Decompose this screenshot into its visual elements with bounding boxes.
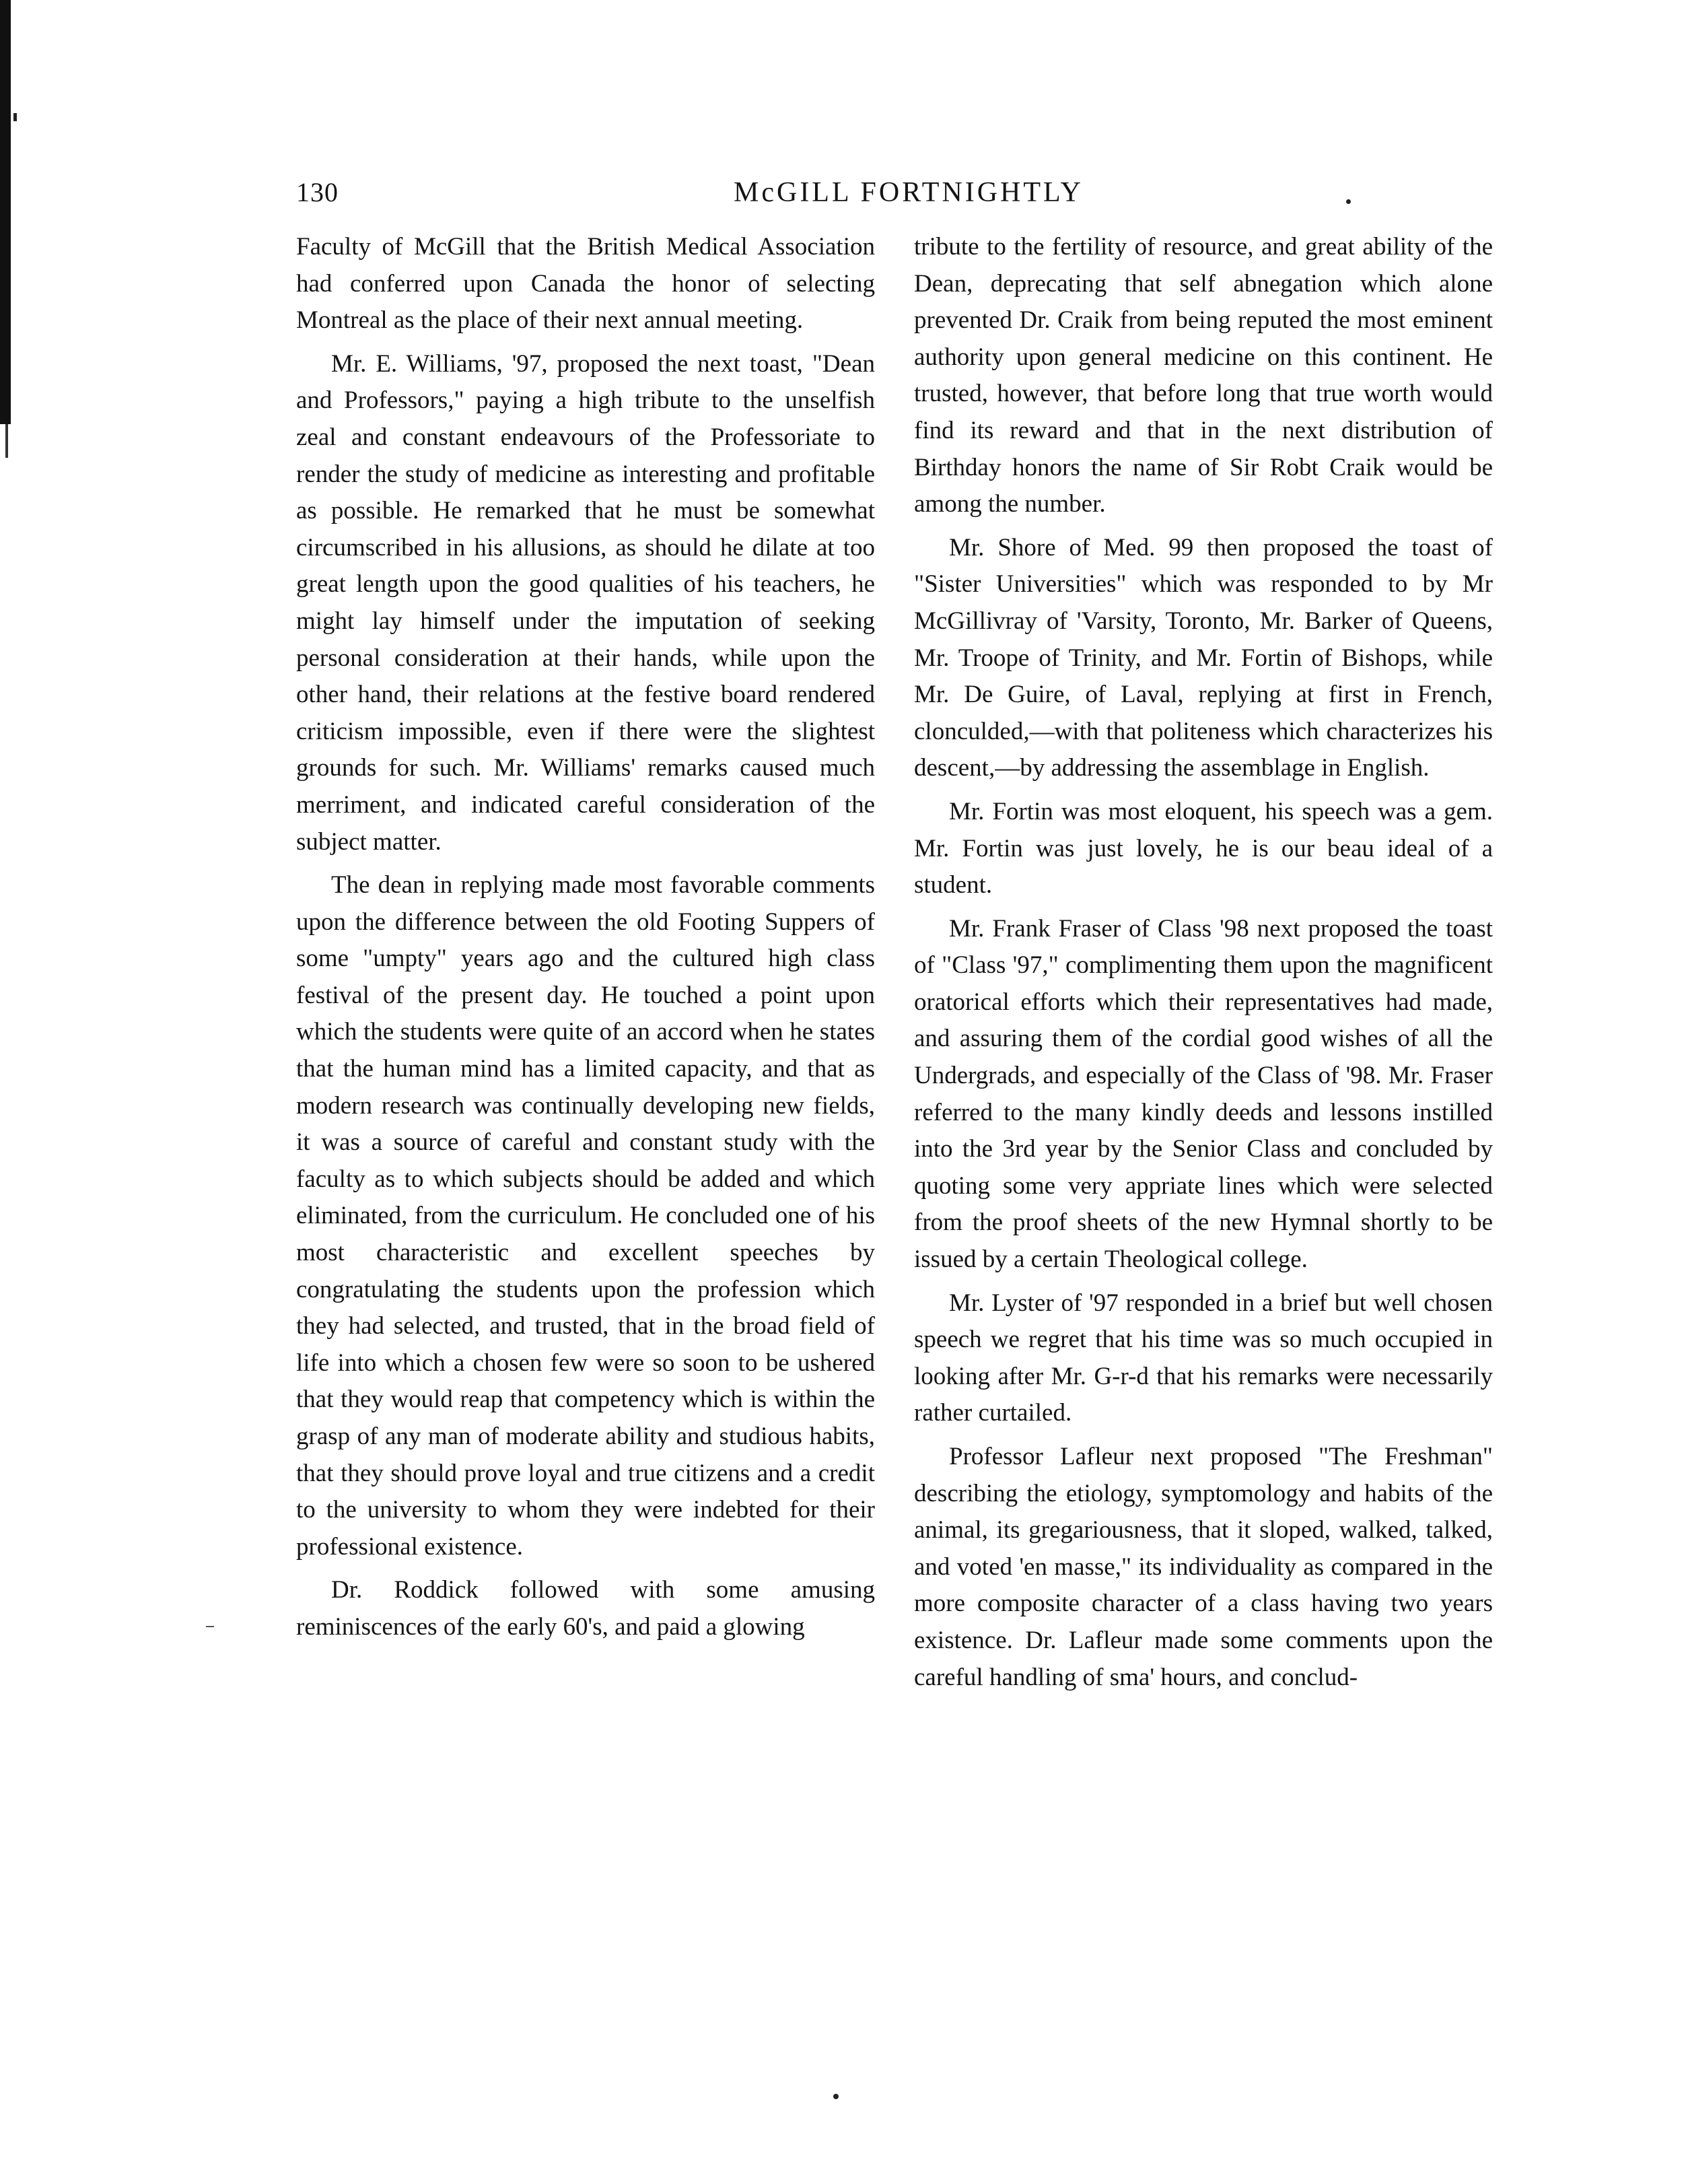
paragraph: tribute to the fertility of resource, and great ability of the Dean, deprecating that self abnegation which alone prevented Dr. Craik from being reputed the most eminent authority upon general medicine on this continent. He trusted, however, that before long that true worth would find its reward and that in the next distribution of Birthday honors the name of Sir Robt Craik would be among the number. [914,233,1493,518]
paragraph: The dean in replying made most favorable comments upon the difference between the old Footing Suppers of some "umpty" years ago and the cultured high class festival of the present day. He touched a point upon which the students were quite of an accord when he states that the human mind has a limited capacity, and that as modern research was continually developing new fields, it was a source of careful and constant study with the faculty as to which subjects should be added and which eliminated, from the curriculum. He concluded one of his most characteristic and excellent speeches by congratulating the students upon the profession which they had selected, and trusted, that in the broad field of life into which a chosen few were so soon to be ushered that they would reap that competency which is within the grasp of any man of moderate ability and studious habits, that they should prove loyal and true citizens and a credit to the university to whom they were indebted for their professional existence. [296,871,875,1561]
paragraph: Mr. Frank Fraser of Class '98 next proposed the toast of "Class '97," complimenting them upon the magnificent oratorical efforts which their representatives had made, and assuring them of the cordial good wishes of all the Undergrads, and especially of the Class of '98. Mr. Fraser referred to the many kindly deeds and lessons instilled into the 3rd year by the Senior Class and concluded by quoting some very appriate lines which were selected from the proof sheets of the new Hymnal shortly to be issued by a certain Theological college. [914,914,1493,1274]
left-column [296,229,875,1653]
page-binding-edge [0,0,11,424]
running-title: McGILL FORTNIGHTLY [734,177,1084,208]
margin-mark [206,1626,214,1627]
header-dot [1346,199,1351,204]
paragraph: Mr. Lyster of '97 responded in a brief but well chosen speech we regret that his time was so much occupied in looking after Mr. G-r-d that his remarks were necessarily rather curtailed. [914,1289,1493,1427]
right-column [914,229,1493,1703]
margin-speck [13,113,17,121]
page-number: 130 [296,177,339,207]
paragraph: Faculty of McGill that the British Medical Association had conferred upon Canada the honor of selecting Montreal as the place of their next annual meeting. [296,233,875,335]
page-binding-edge-lower [5,424,8,458]
page-header [296,176,1366,217]
paragraph: Professor Lafleur next proposed "The Freshman" describing the etiology, symptomology and habits of the animal, its gregariousness, that it sloped, walked, talked, and voted 'en masse," its individuality as compared in the more composite character of a class having two years existence. Dr. Lafleur made some comments upon the careful handling of sma' hours, and conclud- [914,1443,1493,1691]
paragraph: Mr. Fortin was most eloquent, his speech was a gem. Mr. Fortin was just lovely, he is our beau ideal of a student. [914,797,1493,899]
paragraph: Mr. E. Williams, '97, proposed the next toast, "Dean and Professors," paying a high tribute to the unselfish zeal and constant endeavours of the Professoriate to render the study of medicine as interesting and profitable as possible. He remarked that he must be somewhat circumscribed in his allusions, as should he dilate at too great length upon the good qualities of his teachers, he might lay himself under the imputation of seeking personal consideration at their hands, while upon the other hand, their relations at the festive board rendered criticism impossible, even if there were the slightest grounds for such. Mr. Williams' remarks caused much merriment, and indicated careful consideration of the subject matter. [296,349,875,856]
paragraph: Dr. Roddick followed with some amusing reminiscences of the early 60's, and paid a glowing [296,1576,875,1641]
paragraph: Mr. Shore of Med. 99 then proposed the toast of "Sister Universities" which was responded to by Mr McGillivray of 'Varsity, Toronto, Mr. Barker of Queens, Mr. Troope of Trinity, and Mr. Fortin of Bishops, while Mr. De Guire, of Laval, replying at first in French, clonculded,—with that politeness which characterizes his descent,—by addressing the assemblage in English. [914,533,1493,782]
footer-dot [833,2094,839,2099]
